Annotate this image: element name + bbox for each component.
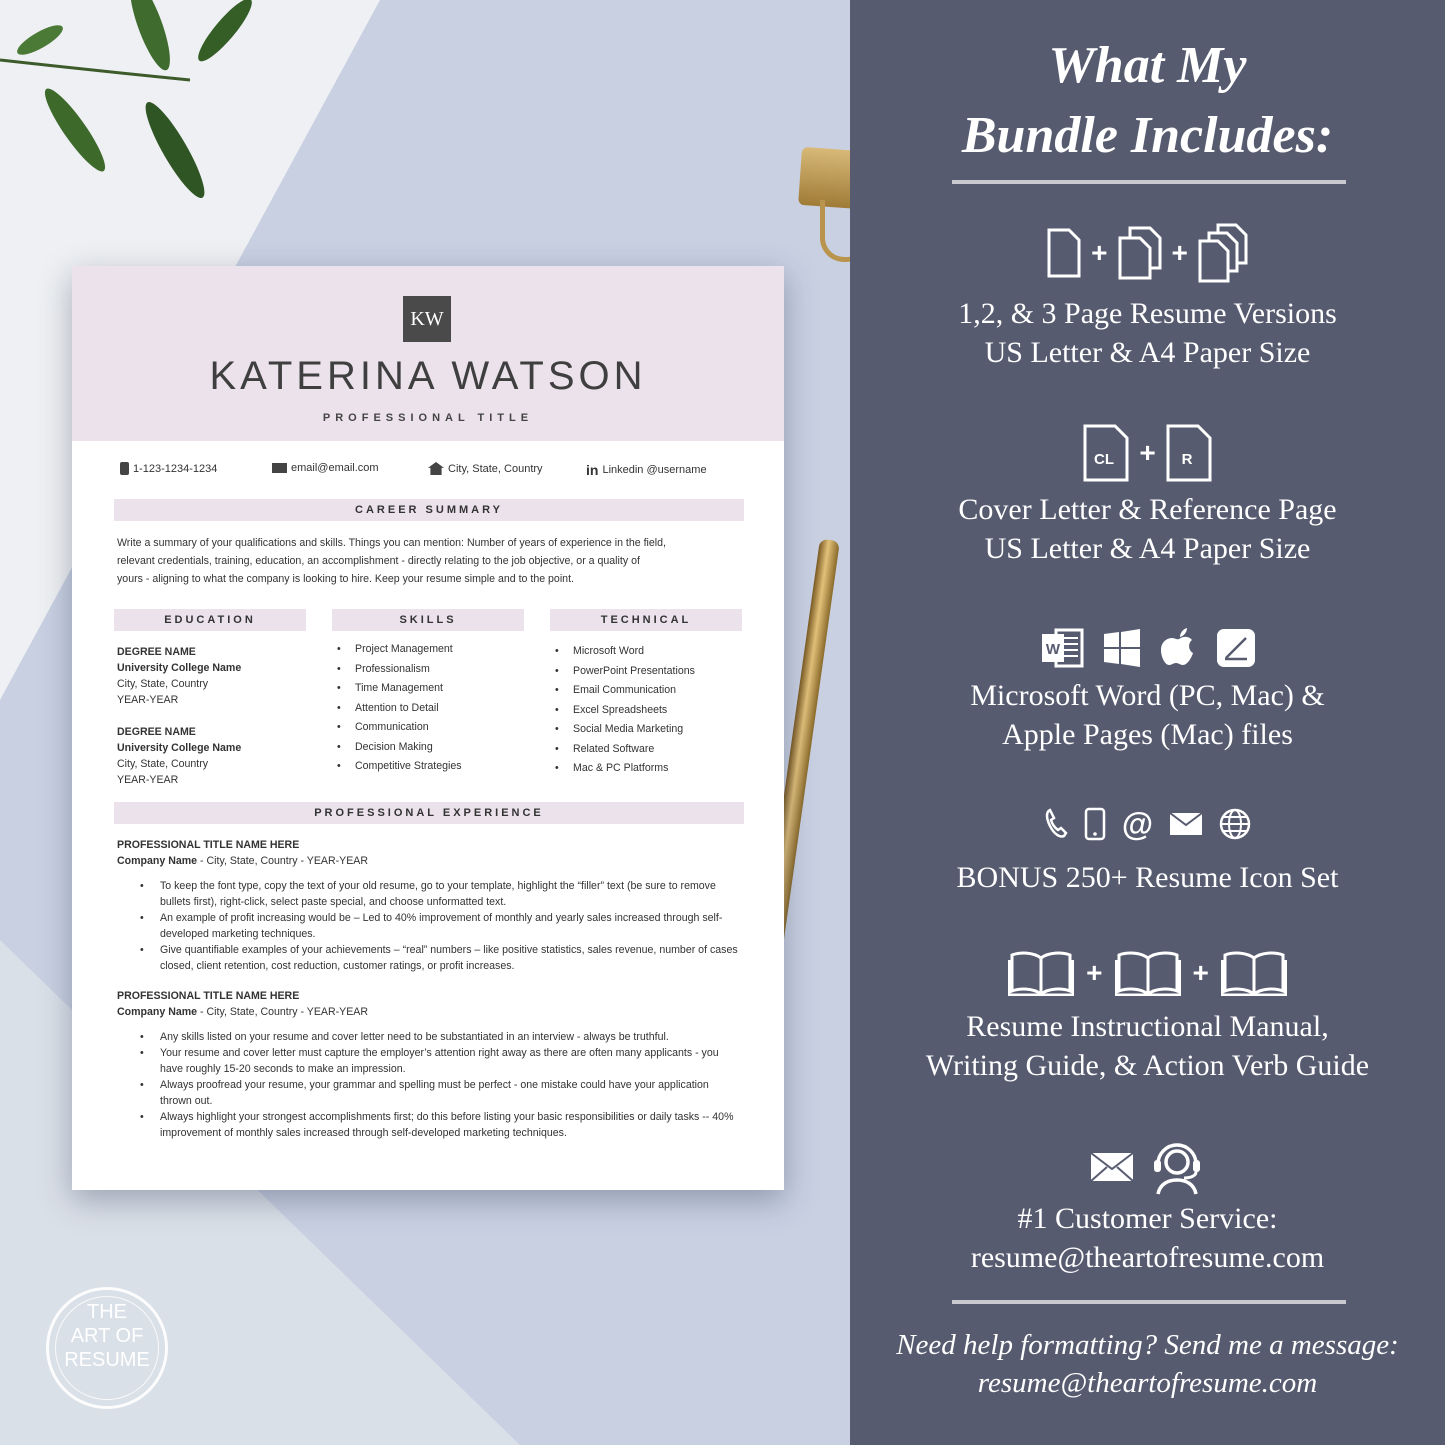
list-item: • Always highlight your strongest accomplishments first; do this before listing your basic responsibilities or daily tasks -- 40% improvement of monthly sales increased through self-developed marketing techniques.	[140, 1109, 740, 1141]
feature-line: Resume Instructional Manual,	[966, 1010, 1329, 1043]
contact-location-text: City, State, Country	[448, 462, 543, 475]
feature-line: Writing Guide, & Action Verb Guide	[925, 1049, 1370, 1082]
degree-name: DEGREE NAME	[117, 726, 196, 738]
home-icon	[428, 462, 444, 475]
resume-page	[72, 266, 784, 1190]
feature-line: resume@theartofresume.com	[970, 1241, 1325, 1274]
plus-icon: +	[1139, 437, 1156, 468]
list-item: • Social Media Marketing	[553, 723, 695, 743]
apple-icon	[1160, 627, 1198, 669]
cover-letter-label: CL	[1094, 451, 1115, 468]
footer-email: resume@theartofresume.com	[977, 1367, 1318, 1399]
list-item: • To keep the font type, copy the text of your old resume, go to your template, highlight the “filler” text (be sure to remove bullets first), right-click, select paste special, and choose unformatted text.	[140, 878, 740, 910]
globe-icon	[1219, 808, 1251, 840]
school-location: City, State, Country	[117, 678, 209, 690]
job-company	[117, 855, 368, 867]
list-item: • Microsoft Word	[553, 645, 695, 665]
feature-line: US Letter & A4 Paper Size	[984, 532, 1311, 565]
resume-title: PROFESSIONAL TITLE	[322, 412, 534, 424]
logo-text: THE	[87, 1301, 127, 1323]
feature-icon-set	[850, 858, 1445, 897]
at-sign-icon: @	[1121, 805, 1154, 842]
plus-icon: +	[1171, 237, 1188, 268]
envelope-icon	[1090, 1152, 1134, 1182]
job-bullets	[140, 878, 740, 974]
technical-list	[553, 645, 695, 782]
school-years: YEAR-YEAR	[117, 774, 179, 786]
word-icon-label: W	[1045, 641, 1060, 658]
plus-icon: +	[1091, 237, 1108, 268]
resume-name: KATERINA WATSON	[209, 354, 647, 398]
job-details: - City, State, Country - YEAR-YEAR	[197, 1006, 369, 1018]
summary-line: relevant credentials, training, education, an accomplishment - directly relating to the job objective, or a quality of	[117, 555, 640, 567]
technical-heading: TECHNICAL	[550, 609, 742, 631]
career-summary-heading: CAREER SUMMARY	[114, 499, 744, 521]
binder-clip-wire	[820, 200, 850, 262]
footer-line: Need help formatting? Send me a message:	[896, 1329, 1399, 1361]
help-footer	[850, 1326, 1445, 1402]
contact-email	[272, 462, 379, 474]
list-item: • Communication	[335, 721, 462, 741]
list-item: • Competitive Strategies	[335, 760, 462, 780]
education-heading: EDUCATION	[114, 609, 306, 631]
envelope-icon	[1169, 812, 1203, 836]
company-name: Company Name	[117, 1006, 198, 1018]
school-location: City, State, Country	[117, 758, 209, 770]
feature-cover-letter	[850, 490, 1445, 568]
windows-icon	[1102, 628, 1142, 668]
list-item: • PowerPoint Presentations	[553, 665, 695, 685]
book-icon	[1008, 950, 1074, 996]
phone-icon	[120, 462, 129, 475]
feature-line: Cover Letter & Reference Page	[958, 493, 1337, 526]
feature-line: #1 Customer Service:	[1017, 1202, 1278, 1235]
logo-text: ART OF	[70, 1325, 144, 1347]
reference-label: R	[1181, 451, 1193, 468]
book-icon	[1115, 950, 1181, 996]
career-summary-text	[117, 534, 742, 588]
feature-line: BONUS 250+ Resume Icon Set	[956, 861, 1339, 894]
logo-text: RESUME	[64, 1349, 150, 1371]
word-icon	[1040, 628, 1084, 668]
guides-icons	[850, 948, 1445, 998]
envelope-icon	[272, 463, 287, 473]
feature-line: US Letter & A4 Paper Size	[984, 336, 1311, 369]
headset-support-icon	[1148, 1138, 1206, 1196]
list-item: • Any skills listed on your resume and cover letter need to be substantiated in an interview - always be truthful.	[140, 1029, 740, 1045]
support-icons	[850, 1138, 1445, 1196]
mobile-phone-icon	[1084, 807, 1106, 841]
contact-linkedin-text: Linkedin @username	[602, 464, 707, 476]
list-item: • Always proofread your resume, your grammar and spelling must be perfect - one mistake could have your application thrown out.	[140, 1077, 740, 1109]
feature-customer-service	[850, 1199, 1445, 1277]
job-company	[117, 1006, 368, 1018]
one-page-icon	[1047, 228, 1081, 278]
list-item: • An example of profit increasing would be – Led to 40% improvement of monthly and yearly sales increased through self-developed marketing techniques.	[140, 910, 740, 942]
feature-line: Apple Pages (Mac) files	[1002, 718, 1293, 751]
feature-file-formats	[850, 676, 1445, 754]
plus-icon: +	[1192, 957, 1209, 988]
school-years: YEAR-YEAR	[117, 694, 179, 706]
job-bullets	[140, 1029, 740, 1141]
education-entry	[117, 644, 307, 708]
job-title: PROFESSIONAL TITLE NAME HERE	[117, 839, 300, 851]
list-item: • Email Communication	[553, 684, 695, 704]
school-name: University College Name	[117, 742, 242, 754]
list-item: • Time Management	[335, 682, 462, 702]
reference-page-icon	[1166, 424, 1212, 482]
linkedin-icon: in	[586, 462, 599, 478]
pages-icon	[1216, 628, 1256, 668]
experience-heading: PROFESSIONAL EXPERIENCE	[114, 802, 744, 824]
summary-line: yours - aligning to what the company is looking to hire. Keep your resume simple and to the point.	[117, 573, 574, 585]
plus-icon: +	[1086, 957, 1103, 988]
app-icons	[850, 626, 1445, 670]
bonus-icon-set-icons	[850, 806, 1445, 842]
school-name: University College Name	[117, 662, 242, 674]
list-item: • Your resume and cover letter must capture the employer’s attention right away as there are often many applicants - you have roughly 15-20 seconds to make an impression.	[140, 1045, 740, 1077]
feature-pages	[850, 294, 1445, 372]
panel-title-line1: What My	[1048, 37, 1247, 94]
skills-heading: SKILLS	[332, 609, 524, 631]
contact-phone	[120, 462, 217, 475]
contact-email-text: email@email.com	[291, 462, 379, 474]
list-item: • Professionalism	[335, 663, 462, 683]
job-details: - City, State, Country - YEAR-YEAR	[197, 855, 369, 867]
monogram: KW	[403, 296, 451, 342]
skills-list	[335, 643, 462, 780]
two-page-icon	[1118, 226, 1162, 280]
bundle-panel	[850, 0, 1445, 1445]
brand-logo	[46, 1287, 168, 1409]
list-item: • Excel Spreadsheets	[553, 704, 695, 724]
contact-location	[428, 462, 543, 475]
job-title: PROFESSIONAL TITLE NAME HERE	[117, 990, 300, 1002]
page-versions-icons	[850, 224, 1445, 282]
book-icon	[1221, 950, 1287, 996]
degree-name: DEGREE NAME	[117, 646, 196, 658]
panel-title-line2: Bundle Includes:	[961, 107, 1334, 164]
list-item: • Project Management	[335, 643, 462, 663]
list-item: • Attention to Detail	[335, 702, 462, 722]
contact-linkedin	[586, 462, 707, 478]
phone-handset-icon	[1044, 808, 1068, 840]
list-item: • Give quantifiable examples of your achievements – “real” numbers – like positive statistics, sales revenue, number of cases closed, client retention, cost reduction, customer ratings, or profit increases.	[140, 942, 740, 974]
feature-line: 1,2, & 3 Page Resume Versions	[958, 297, 1337, 330]
three-page-icon	[1198, 223, 1248, 283]
feature-guides	[850, 1007, 1445, 1085]
contact-phone-text: 1-123-1234-1234	[133, 462, 218, 475]
divider	[952, 180, 1346, 184]
list-item: • Decision Making	[335, 741, 462, 761]
company-name: Company Name	[117, 855, 198, 867]
divider	[952, 1300, 1346, 1304]
feature-line: Microsoft Word (PC, Mac) &	[970, 679, 1325, 712]
cover-reference-icons	[850, 422, 1445, 484]
cover-letter-icon	[1083, 424, 1129, 482]
list-item: • Related Software	[553, 743, 695, 763]
summary-line: Write a summary of your qualifications and skills. Things you can mention: Number of years of experience in the field,	[117, 537, 666, 549]
education-entry	[117, 724, 307, 788]
list-item: • Mac & PC Platforms	[553, 762, 695, 782]
olive-branch-decoration	[0, 0, 260, 230]
